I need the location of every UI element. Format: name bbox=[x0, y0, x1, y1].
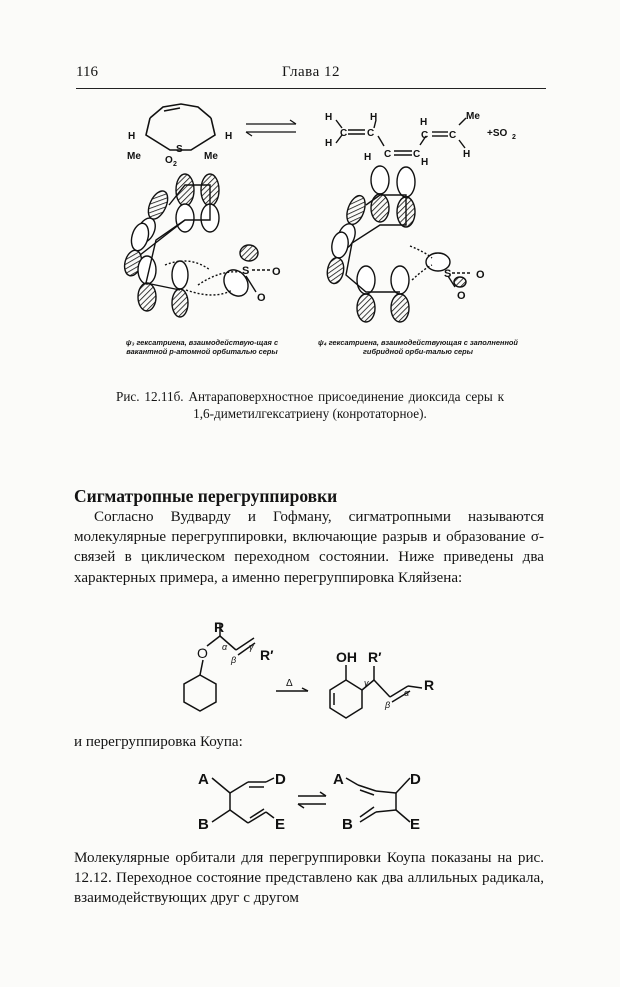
chapter-title: Глава 12 bbox=[282, 64, 340, 80]
cope-d-right: D bbox=[410, 771, 421, 788]
right-s: S bbox=[444, 268, 452, 280]
label-h-left: H bbox=[128, 131, 136, 142]
cope-a-right: A bbox=[333, 771, 344, 788]
hx-c6: C bbox=[449, 130, 457, 141]
label-o2-sub: 2 bbox=[173, 161, 177, 168]
left-o1: O bbox=[272, 266, 281, 278]
cope-e-right: E bbox=[410, 816, 421, 833]
claisen-r-right: R bbox=[424, 677, 435, 693]
hx-c4: C bbox=[413, 149, 421, 160]
page-number: 116 bbox=[76, 64, 98, 80]
cope-b-right: B bbox=[342, 816, 353, 833]
hx-c5: C bbox=[421, 130, 429, 141]
orbital-diagram-left bbox=[122, 174, 270, 317]
claisen-alpha-left: α bbox=[222, 642, 228, 652]
orbital-caption-left: ψ₃ гексатриена, взаимодействую-щая с вакантной р-атомной орбиталью серы bbox=[125, 338, 279, 356]
left-o2: O bbox=[257, 292, 266, 304]
claisen-gamma-left: γ bbox=[249, 642, 254, 652]
cope-scheme bbox=[212, 778, 410, 823]
hx-h1: H bbox=[325, 112, 333, 123]
hx-c1: C bbox=[340, 128, 348, 139]
orbital-diagram-right bbox=[325, 166, 470, 322]
claisen-beta-right: β bbox=[385, 700, 391, 710]
right-o1: O bbox=[476, 269, 485, 281]
cope-e-left: E bbox=[275, 816, 286, 833]
cope-a-left: A bbox=[198, 771, 209, 788]
hx-h3: H bbox=[370, 112, 378, 123]
claisen-rprime-left: R′ bbox=[260, 647, 274, 663]
paragraph-cope-intro: и перегруппировка Коупа: bbox=[74, 734, 243, 750]
label-o2: O bbox=[165, 155, 173, 166]
figure-caption: Рис. 12.11б. Антараповерхностное присоединение диоксида серы к 1,6-диметилгексатриену (конротаторное). bbox=[116, 389, 504, 421]
paragraph-cope-orbitals: Молекулярные орбитали для перегруппировки Коупа показаны на рис. 12.12. Переходное состояние представлено как два аллильных радикала, взаимодействующих друг с другом bbox=[74, 850, 544, 907]
equilibrium-arrows bbox=[246, 120, 296, 136]
label-me-left: Me bbox=[127, 151, 141, 162]
hx-h7: H bbox=[463, 149, 471, 160]
hx-h2: H bbox=[325, 138, 333, 149]
claisen-delta: Δ bbox=[286, 678, 293, 689]
orbital-caption-right: ψ₄ гексатриена, взаимодействующая с заполненной гибридной орби-талью серы bbox=[318, 338, 518, 356]
left-s: S bbox=[242, 265, 250, 277]
hx-c2: C bbox=[367, 128, 375, 139]
plus-so2: +SO bbox=[487, 128, 508, 139]
right-o2: O bbox=[457, 290, 466, 302]
hx-h6: H bbox=[420, 117, 428, 128]
hx-h5: H bbox=[421, 157, 429, 168]
hx-me1: Me bbox=[466, 111, 480, 122]
section-heading: Сигматропные перегруппировки bbox=[74, 486, 338, 506]
claisen-oh: OH bbox=[336, 649, 357, 665]
claisen-beta-left: β bbox=[231, 655, 237, 665]
cope-d-left: D bbox=[275, 771, 286, 788]
claisen-alpha-right: α bbox=[404, 688, 410, 698]
claisen-o: O bbox=[197, 645, 208, 661]
label-h-right: H bbox=[225, 131, 233, 142]
hx-c3: C bbox=[384, 149, 392, 160]
claisen-gamma-right: γ bbox=[364, 678, 369, 688]
hexatriene-structure bbox=[336, 118, 466, 155]
claisen-r: R bbox=[214, 619, 225, 635]
paragraph-intro: Согласно Вудварду и Гофману, сигматропными называются молекулярные перегруппировки, включающие разрыв и образование σ-связей в циклическом переходном состоянии. Ниже приведены два характерных примера, а именно перегруппировка Кляйзена: bbox=[74, 509, 544, 586]
claisen-rprime-right: R′ bbox=[368, 649, 382, 665]
label-s: S bbox=[176, 144, 183, 155]
cope-b-left: B bbox=[198, 816, 209, 833]
hx-h4: H bbox=[364, 152, 372, 163]
so2-sub: 2 bbox=[512, 134, 516, 141]
label-me-right: Me bbox=[204, 151, 218, 162]
